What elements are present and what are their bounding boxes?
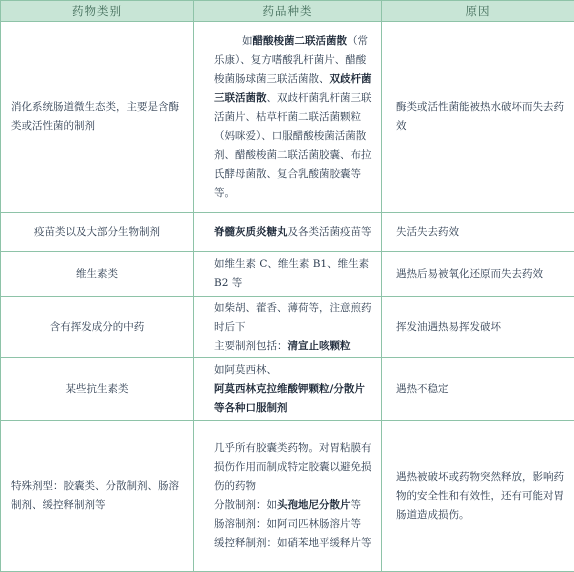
reason-cell: 酶类或活性菌能被热水破坏而失去药效 bbox=[382, 22, 574, 213]
drugs-text: 及各类活菌疫苗等 bbox=[288, 226, 372, 238]
header-reason: 原因 bbox=[382, 1, 574, 22]
category-cell: 特殊剂型：胶囊类、分散制剂、肠溶制剂、缓控释制剂等 bbox=[1, 421, 194, 572]
table-row bbox=[1, 297, 574, 358]
drugs-text: 如维生素 C、维生素 B1、维生素 B2 等 bbox=[214, 258, 369, 289]
drugs-text: 如柴胡、藿香、薄荷等，注意煎药时后下 bbox=[214, 299, 375, 337]
category-cell: 消化系统肠道微生态类，主要是含酶类或活性菌的制剂 bbox=[1, 22, 194, 213]
reason-cell: 遇热被破坏或药物突然释放，影响药物的安全性和有效性，还有可能对胃肠道造成损伤。 bbox=[382, 421, 574, 572]
category-cell: 某些抗生素类 bbox=[1, 358, 194, 421]
table-row bbox=[1, 358, 574, 421]
drugs-text: 主要制剂包括： bbox=[214, 340, 288, 352]
drugs-cell bbox=[194, 421, 382, 572]
header-drugs: 药品种类 bbox=[194, 1, 382, 22]
reason-cell: 失活失去药效 bbox=[382, 213, 574, 252]
drugs-cell bbox=[194, 252, 382, 297]
table-row bbox=[1, 252, 574, 297]
drugs-cell bbox=[194, 22, 382, 213]
drugs-bold: 脊髓灰质炎糖丸 bbox=[214, 226, 288, 238]
drugs-bold: 双歧杆菌三联活菌散 bbox=[214, 73, 372, 104]
drugs-text: 、双歧杆菌乳杆菌三联活菌片、枯草杆菌二联活菌颗粒（妈咪爱）、口服醋酸梭菌活菌散剂、醋酸梭菌二联活菌胶囊、布拉氏酵母菌散、复合乳酸菌胶囊等等。 bbox=[214, 92, 372, 199]
drugs-text: 几乎所有胶囊类药物。对胃粘膜有损伤作用而制成特定胶囊以避免损伤的药物 bbox=[214, 439, 375, 496]
drugs-text: 肠溶制剂：如阿司匹林肠溶片等 bbox=[214, 515, 375, 534]
drugs-text: 如阿莫西林、 bbox=[214, 361, 375, 380]
table-row bbox=[1, 22, 574, 213]
reason-cell: 遇热不稳定 bbox=[382, 358, 574, 421]
drugs-bold: 头孢地尼分散片 bbox=[277, 499, 351, 511]
category-cell: 疫苗类以及大部分生物制剂 bbox=[1, 213, 194, 252]
category-cell: 含有挥发成分的中药 bbox=[1, 297, 194, 358]
drugs-bold: 清宣止咳颗粒 bbox=[288, 340, 351, 352]
header-category: 药物类别 bbox=[1, 1, 194, 22]
reason-cell: 遇热后易被氧化还原而失去药效 bbox=[382, 252, 574, 297]
drugs-cell bbox=[194, 213, 382, 252]
drugs-bold: 阿莫西林克拉维酸钾颗粒/分散片等各种口服制剂 bbox=[214, 383, 365, 414]
drugs-text: 缓控释制剂：如硝苯地平缓释片等 bbox=[214, 534, 375, 553]
table-header-row bbox=[1, 1, 574, 22]
table-row bbox=[1, 213, 574, 252]
reason-cell: 挥发油遇热易挥发破坏 bbox=[382, 297, 574, 358]
table-row bbox=[1, 421, 574, 572]
drugs-text: 分散制剂：如 bbox=[214, 499, 277, 511]
drugs-cell bbox=[194, 297, 382, 358]
drugs-text: 等 bbox=[351, 499, 362, 511]
drugs-bold: 醋酸梭菌二联活菌散 bbox=[253, 35, 348, 47]
drugs-text: （常乐康）、复方嗜酸乳杆菌片、醋酸梭菌肠球菌三联活菌散、 bbox=[214, 35, 368, 85]
drugs-cell bbox=[194, 358, 382, 421]
category-cell: 维生素类 bbox=[1, 252, 194, 297]
drugs-text: 如 bbox=[214, 35, 253, 47]
